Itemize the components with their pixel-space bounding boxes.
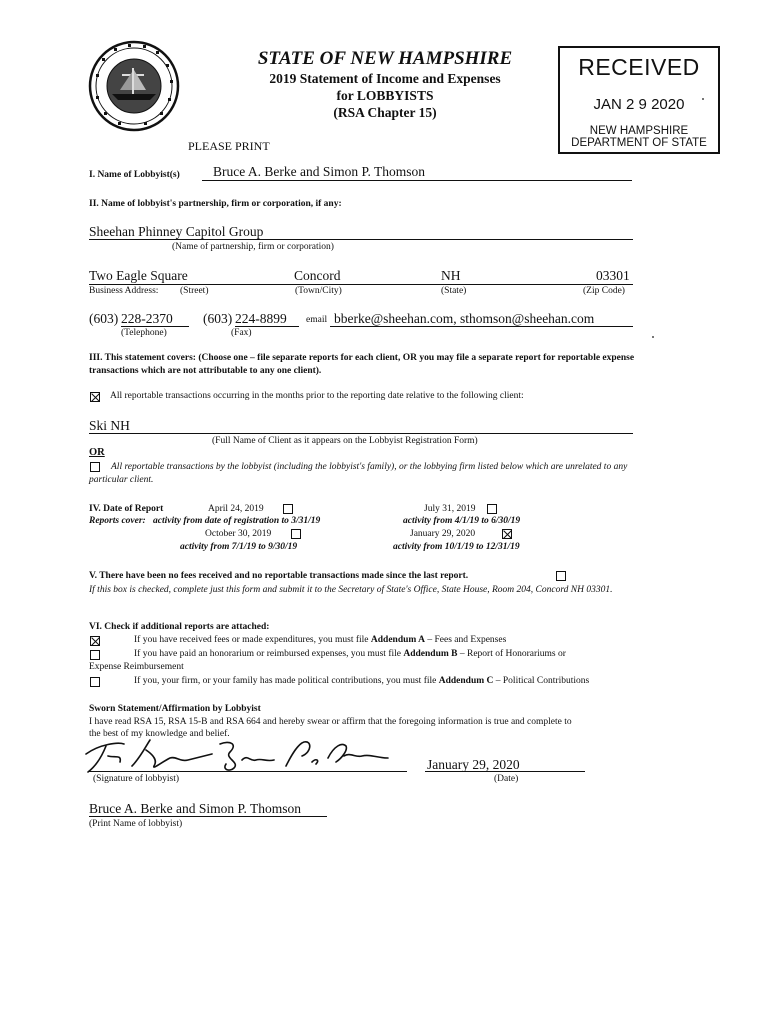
report-range-2: activity from 4/1/19 to 6/30/19 <box>403 516 521 526</box>
no-fees-checkbox[interactable] <box>556 571 566 581</box>
report-date-1: April 24, 2019 <box>208 504 264 514</box>
stamp-line2: DEPARTMENT OF STATE <box>571 137 707 149</box>
report-date-3: October 30, 2019 <box>205 529 272 539</box>
print-name-value: Bruce A. Berke and Simon P. Thomson <box>89 801 301 816</box>
zip-value: 03301 <box>596 268 630 283</box>
addendum-c-checkbox[interactable] <box>90 677 100 687</box>
addendum-b-bold: Addendum B <box>403 649 458 659</box>
state-title: STATE OF NEW HAMPSHIRE <box>257 48 513 69</box>
fax-label: (Fax) <box>231 328 252 338</box>
client-option-checkbox[interactable] <box>90 392 100 402</box>
addendum-b-checkbox[interactable] <box>90 650 100 660</box>
firm-value: Sheehan Phinney Capitol Group <box>89 224 264 239</box>
report-date-3-checkbox[interactable] <box>291 529 301 539</box>
state-seal-icon <box>88 40 180 132</box>
sign-date-value: January 29, 2020 <box>427 757 520 772</box>
firm-option-text: All reportable transactions by the lobbyist (including the lobbyist's family), or the lobbying firm listed below which are unrelated to any particular client. <box>89 462 628 485</box>
report-range-4: activity from 10/1/19 to 12/31/19 <box>393 542 520 552</box>
state-value: NH <box>441 268 461 283</box>
signature-image <box>80 732 400 776</box>
addendum-a-tail: – Fees and Expenses <box>427 635 507 645</box>
report-date-2: July 31, 2019 <box>424 504 476 514</box>
report-range-1: activity from date of registration to 3/31/19 <box>153 516 321 526</box>
addendum-b-cont: Expense Reimbursement <box>89 662 184 672</box>
stamp-received: RECEIVED <box>578 54 700 80</box>
town-value: Concord <box>294 268 341 283</box>
addendum-a-checkbox[interactable] <box>90 636 100 646</box>
margin-mark <box>702 98 704 100</box>
section5-heading: V. There have been no fees received and no reportable transactions made since the last report. <box>89 571 469 581</box>
addendum-a-line <box>134 635 506 645</box>
business-address-label: Business Address: <box>89 286 159 296</box>
report-date-1-checkbox[interactable] <box>283 504 293 514</box>
firm-label: II. Name of lobbyist's partnership, firm or corporation, if any: <box>89 199 342 209</box>
report-date-4: January 29, 2020 <box>410 529 476 539</box>
addendum-c-text: If you, your firm, or your family has made political contributions, you must file <box>134 676 437 686</box>
client-value: Ski NH <box>89 418 130 433</box>
section6-heading: VI. Check if additional reports are attached: <box>89 622 270 632</box>
addendum-a-bold: Addendum A <box>370 635 426 645</box>
received-stamp <box>558 46 720 154</box>
phone-label: (Telephone) <box>121 328 167 338</box>
section5-note: If this box is checked, complete just this form and submit it to the Secretary of State's Office, State House, Room 204, Concord NH 03301. <box>89 585 613 595</box>
email-value: bberke@sheehan.com, sthomson@sheehan.com <box>334 311 595 326</box>
zip-label: (Zip Code) <box>583 286 625 296</box>
client-caption: (Full Name of Client as it appears on the Lobbyist Registration Form) <box>212 436 478 446</box>
fax-value: 224-8899 <box>235 311 287 326</box>
reports-cover-label: Reports cover: <box>89 516 146 526</box>
signature-label: (Signature of lobbyist) <box>93 774 180 784</box>
stamp-date: JAN 2 9 2020 <box>593 96 685 113</box>
statement-title: 2019 Statement of Income and Expenses <box>269 71 501 86</box>
street-value: Two Eagle Square <box>89 268 188 283</box>
lobbyist-name-label: I. Name of Lobbyist(s) <box>89 170 180 180</box>
addendum-b-tail: – Report of Honorariums or <box>459 649 566 659</box>
email-label: email <box>306 315 328 325</box>
phone-value: 228-2370 <box>121 311 173 326</box>
or-label: OR <box>89 447 105 458</box>
state-label: (State) <box>441 286 467 296</box>
report-date-4-checkbox[interactable] <box>502 529 512 539</box>
lobbyist-name-value: Bruce A. Berke and Simon P. Thomson <box>213 164 425 179</box>
addendum-c-bold: Addendum C <box>438 676 494 686</box>
addendum-c-tail: – Political Contributions <box>495 676 590 686</box>
firm-caption: (Name of partnership, firm or corporation) <box>172 242 334 252</box>
client-option-text: All reportable transactions occurring in the months prior to the reporting date relative to the following client: <box>110 391 524 401</box>
town-label: (Town/City) <box>295 286 342 296</box>
phone-area: (603) <box>89 311 119 326</box>
sworn-text-2: the best of my knowledge and belief. <box>89 729 230 739</box>
for-lobbyists: for LOBBYISTS <box>336 88 434 103</box>
margin-mark <box>652 336 654 338</box>
addendum-a-text: If you have received fees or made expenditures, you must file <box>134 635 369 645</box>
please-print: PLEASE PRINT <box>188 139 270 153</box>
fax-area: (603) <box>203 311 233 326</box>
stamp-line1: NEW HAMPSHIRE <box>589 125 689 137</box>
date-label: (Date) <box>494 774 519 784</box>
print-name-label: (Print Name of lobbyist) <box>89 819 183 829</box>
date-of-report-label: IV. Date of Report <box>89 504 164 514</box>
street-label: (Street) <box>180 286 209 296</box>
report-date-2-checkbox[interactable] <box>487 504 497 514</box>
sworn-text-1: I have read RSA 15, RSA 15-B and RSA 664 and hereby swear or affirm that the foregoing information is true and complete to <box>89 717 572 727</box>
sworn-heading: Sworn Statement/Affirmation by Lobbyist <box>89 704 261 714</box>
section3-heading: III. This statement covers: (Choose one – file separate reports for each client, OR you may file a separate report for reportable expense transactions which are not attributable to any one client). <box>89 353 635 376</box>
addendum-c-line <box>134 676 589 686</box>
addendum-b-text: If you have paid an honorarium or reimbursed expenses, you must file <box>134 649 401 659</box>
report-range-3: activity from 7/1/19 to 9/30/19 <box>180 542 298 552</box>
rsa-chapter: (RSA Chapter 15) <box>333 105 437 120</box>
addendum-b-line <box>134 649 566 659</box>
